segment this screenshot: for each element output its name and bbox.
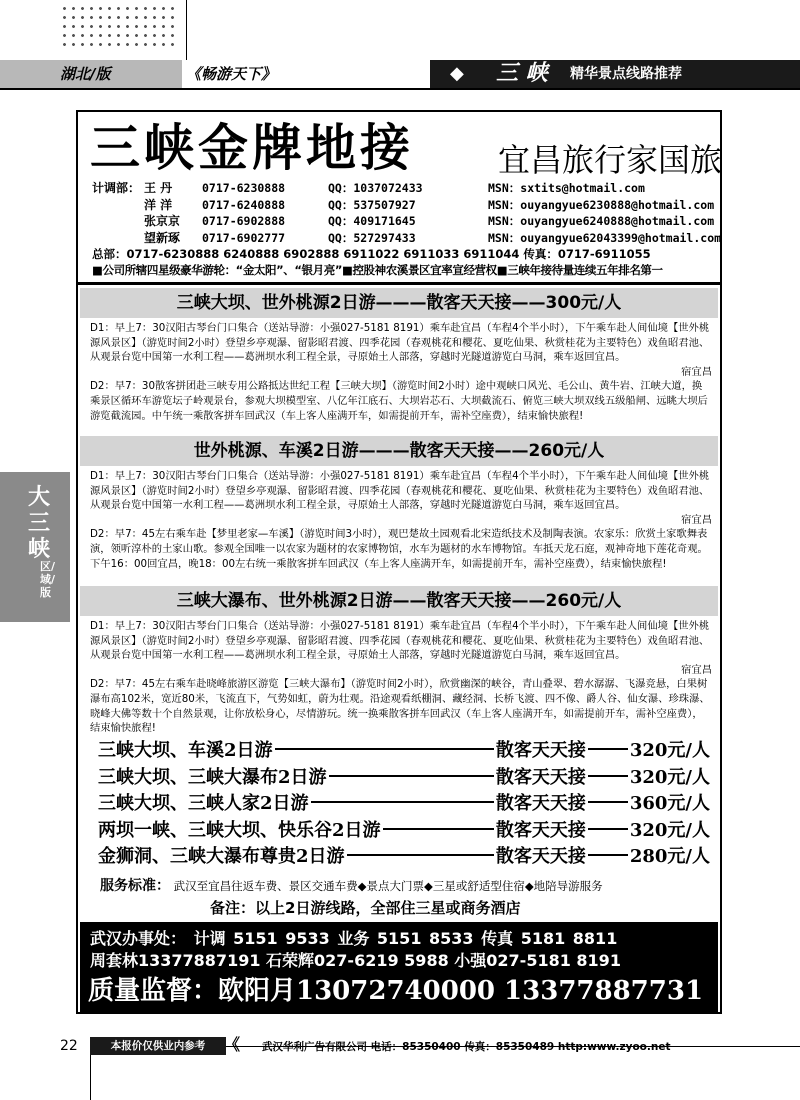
route-price: 320元/人: [629, 819, 710, 841]
daily-departure-label: 散客天天接: [495, 846, 586, 868]
tour-title: 三峡大瀑布、世外桃源2日游——散客天天接——260元/人: [176, 591, 622, 611]
side-tab-char: 峡: [28, 536, 51, 562]
page-number: 22: [60, 1038, 78, 1054]
contact-row: [92, 230, 721, 247]
contact-tel: 0717-6230888: [202, 181, 286, 195]
route-price: 360元/人: [629, 793, 710, 815]
itinerary-day1: D1：早上7：30汉阳古琴台门口集合（送站导游：小强027-5181 8191）乘车赴宜昌（车程4个半小时），下午乘车赴人间仙境【世外桃源风景区】（游览时间2小时）登望乡亭观瀑、留影昭君渡、四季花园（春观桃花和樱花、夏吃仙果、秋赏桂花为主要特色）戏鱼昭君池、从观景台览中国第一水利工程——葛洲坝水利工程全景，寻原始土人部落，穿越时光隧道游览白马洞，乘车返回宜昌。: [90, 470, 710, 512]
daily-departure-label: 散客天天接: [495, 740, 586, 762]
contact-tel: 0717-6902888: [202, 214, 286, 228]
leader-line: [588, 801, 628, 803]
contact-msn: MSN：sxtits@hotmail.com: [488, 181, 645, 195]
leader-line: [588, 748, 628, 750]
side-tab-subtitle: 区/域/版: [40, 560, 56, 599]
leader-line: [347, 854, 494, 856]
contact-name: 张京京: [144, 214, 181, 228]
daily-departure-label: 散客天天接: [495, 766, 586, 788]
section-subtitle: 精华景点线路推荐: [570, 66, 682, 82]
service-text: 武汉至宜昌往返车费、景区交通车费◆景点大门票◆三星或舒适型住宿◆地陪导游服务: [173, 879, 603, 893]
dot-pattern-decoration: [60, 4, 180, 48]
route-name: 金狮洞、三峡大瀑布尊贵2日游: [98, 846, 345, 868]
itinerary-day1: D1：早上7：30汉阳古琴台门口集合（送站导游：小强027-5181 8191）乘车赴宜昌（车程4个半小时），下午乘车赴人间仙境【世外桃源风景区】（游览时间2小时）登望乡亭观瀑、留影昭君渡、四季花园（春观桃花和樱花、夏吃仙果、秋赏桂花为主要特色）戏鱼昭君池、从观景台览中国第一水利工程——葛洲坝水利工程全景，寻原始土人部落，穿越时光隧道游览白马洞，乘车返回宜昌。: [90, 620, 710, 662]
price-row: [98, 816, 710, 843]
contact-qq: QQ：409171645: [328, 214, 416, 228]
diamond-arrow-icon: ◆: [450, 63, 464, 84]
price-row: [98, 789, 710, 816]
itinerary-overnight: 宿宜昌: [681, 663, 712, 676]
price-row: [98, 736, 710, 763]
daily-departure-label: 散客天天接: [495, 819, 586, 841]
tour-itinerary: [90, 619, 712, 736]
price-row: [98, 763, 710, 790]
itinerary-day2: D2：早7：45左右乘车赴晓峰旅游区游览【三峡大瀑布】（游览时间2小时），欣赏幽深的峡谷，青山叠翠、碧水潺潺、飞瀑竞悬，白果树瀑布高102米，宽近80米，飞流直下，气势如虹，蔚为壮观。沿途观看纸棚洞、藏经洞、长桥飞渡、四不像、爵人谷、仙女瀑、珍珠瀑、晓峰大佛等数十个自然景观，让你放松身心，尽情游玩。统一换乘散客拼车回武汉（车上客人座满开车，如需提前开车，需补空座费），结束愉快旅程!: [90, 678, 710, 735]
itinerary-day2: D2：早7：45左右乘车赴【梦里老家—车溪】（游览时间3小时），观巴楚故土园观看北宋造纸技术及制陶表演。农家乐：欣赏土家歌舞表演，领听淳朴的土家山歌。参观全国唯一以农家为题材的农家博物馆，水车为题材的水车博物馆。车抵天龙石庭，观神奇地下莲花奇观。下午16：00回宜昌，晚18：00左右统一乘散客拼车回武汉（车上客人座满开车，如需提前开车，需补空座费），结束愉快旅程!: [90, 528, 708, 570]
price-list: [98, 736, 710, 869]
chevron-left-icon: 《: [224, 1035, 241, 1054]
contact-qq: QQ：1037072433: [328, 181, 423, 195]
region-label: 湖北/版: [60, 65, 111, 83]
side-tab-char: 三: [28, 510, 51, 536]
leader-line: [383, 828, 494, 830]
contact-name: 望新琢: [144, 230, 181, 245]
headquarters-line: 总部：0717-6230888 6240888 6902888 6911022 6911033 6911044 传真：0717-6911055: [92, 247, 651, 261]
contacts-table: [92, 180, 721, 246]
route-name: 三峡大坝、三峡大瀑布2日游: [98, 766, 327, 788]
contact-row: [92, 197, 721, 214]
company-slogan: ■公司所辖四星级豪华游轮：“金太阳”、“银月亮”■控股神农溪景区宜率宣经营权■三峡年接待量连续五年排名第一: [92, 263, 663, 277]
route-price: 280元/人: [629, 846, 710, 868]
contact-tel: 0717-6902777: [202, 230, 286, 245]
contact-row: [92, 213, 721, 230]
header-divider: [186, 0, 187, 60]
daily-departure-label: 散客天天接: [495, 793, 586, 815]
ad-title: 三峡金牌地接: [90, 118, 414, 177]
side-tab-char: 大: [28, 484, 51, 510]
contact-name: 王 丹: [144, 181, 173, 195]
contact-tel: 0717-6240888: [202, 197, 286, 212]
leader-line: [588, 828, 628, 830]
tour-itinerary: [90, 321, 712, 423]
accommodation-note: 备注：以上2日游线路，全部住三星或商务酒店: [210, 899, 521, 917]
route-price: 320元/人: [629, 766, 710, 788]
footer-disclaimer: 本报价仅供业内参考: [90, 1037, 226, 1055]
itinerary-overnight: 宿宜昌: [681, 513, 712, 526]
itinerary-overnight: 宿宜昌: [681, 365, 712, 378]
route-price: 320元/人: [629, 740, 710, 762]
leader-line: [588, 854, 628, 856]
tour-itinerary: [90, 469, 712, 571]
contact-row: [92, 180, 721, 197]
leader-line: [311, 801, 494, 803]
publisher-line: 武汉华利广告有限公司 电话：85350400 传真：85350489 http:www.zyoo.net: [262, 1041, 671, 1053]
contact-name: 洋 洋: [144, 197, 173, 212]
contacts-label: 计调部：: [92, 181, 141, 195]
staff-line: 周套林13377887191 石荣辉027-6219 5988 小强027-5181 8191: [90, 951, 621, 970]
itinerary-day1: D1：早上7：30汉阳古琴台门口集合（送站导游：小强027-5181 8191）乘车赴宜昌（车程4个半小时），下午乘车赴人间仙境【世外桃源风景区】（游览时间2小时）登望乡亭观瀑、留影昭君渡、四季花园（春观桃花和樱花、夏吃仙果、秋赏桂花为主要特色）戏鱼昭君池、从观景台览中国第一水利工程——葛洲坝水利工程全景，寻原始土人部落，穿越时光隧道游览白马洞，乘车返回宜昌。: [90, 322, 710, 364]
route-name: 三峡大坝、车溪2日游: [98, 740, 273, 762]
route-name: 两坝一峡、三峡大坝、快乐谷2日游: [98, 819, 381, 841]
office-line: 武汉办事处： 计调 5151 9533 业务 5151 8533 传真 5181 8811: [90, 929, 618, 948]
divider: [78, 282, 720, 285]
magazine-label: 《畅游天下》: [186, 65, 277, 83]
tour-title: 三峡大坝、世外桃源2日游———散客天天接——300元/人: [176, 293, 622, 313]
contact-qq: QQ：527297433: [328, 230, 416, 245]
contact-msn: MSN：ouyangyue6240888@hotmail.com: [488, 214, 715, 228]
leader-line: [588, 775, 628, 777]
leader-line: [275, 748, 494, 750]
contact-qq: QQ：537507927: [328, 197, 416, 212]
contact-msn: MSN：ouyangyue6230888@hotmail.com: [488, 197, 715, 212]
agency-name: 宜昌旅行家国旅: [498, 141, 723, 179]
footer-divider: [90, 1055, 91, 1100]
tour-title: 世外桃源、车溪2日游———散客天天接——260元/人: [193, 441, 605, 461]
itinerary-day2: D2：早7：30散客拼团赴三峡专用公路抵达世纪工程【三峡大坝】（游览时间2小时）途中观峡口风光、毛公山、黄牛岩、江峡大道，换乘景区循环车游览坛子岭观景台，参观大坝模型室、八亿年江底石、大坝岩芯石、大坝截流石、俯览三峡大坝双线五级船闸、远眺大坝后游览截流园。中午统一乘散客拼车回武汉（车上客人座满开车，如需提前开车，需补空座费），结束愉快旅程!: [90, 380, 708, 422]
contact-msn: MSN：ouyangyue62043399@hotmail.com: [488, 230, 722, 245]
price-row: [98, 842, 710, 869]
service-label: 服务标准：: [100, 878, 170, 894]
section-title: 三 峡: [496, 60, 548, 86]
service-standard: [100, 878, 603, 894]
route-name: 三峡大坝、三峡人家2日游: [98, 793, 309, 815]
quality-supervision: 质量监督：欧阳月13072740000 13377887731: [88, 976, 704, 1006]
leader-line: [329, 775, 494, 777]
